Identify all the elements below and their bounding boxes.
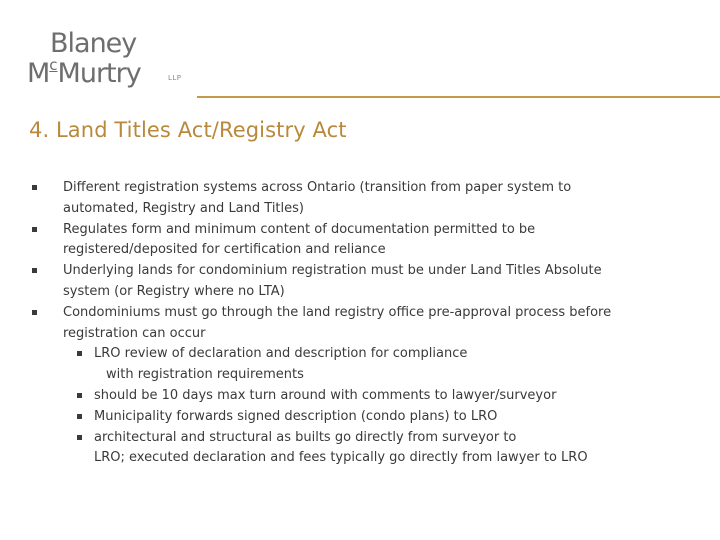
bullet-item <box>32 178 692 220</box>
slide-content <box>32 178 692 469</box>
bullet-text-line: Condominiums must go through the land registry office pre-approval process before <box>63 304 612 320</box>
logo-line-2 <box>27 56 141 89</box>
sub-bullet-item <box>32 344 692 386</box>
slide-title: 4. Land Titles Act/Registry Act <box>29 118 347 142</box>
square-bullet-icon <box>32 310 37 315</box>
sub-bullet-text-line: Municipality forwards signed description (condo plans) to LRO <box>94 408 498 424</box>
logo-murtry: Murtry <box>57 58 141 89</box>
sub-bullet-item <box>32 386 692 407</box>
square-bullet-icon <box>77 414 82 419</box>
square-bullet-icon <box>77 435 82 440</box>
bullet-item <box>32 220 692 262</box>
logo-sup-c: c <box>49 56 58 74</box>
logo-m: M <box>27 58 50 89</box>
square-bullet-icon <box>77 393 82 398</box>
blaney-mcmurtry-logo <box>27 28 207 88</box>
header-rule <box>197 96 720 98</box>
bullet-text-line: Regulates form and minimum content of documentation permitted to be <box>63 221 536 237</box>
bullet-text-line: system (or Registry where no LTA) <box>63 283 285 299</box>
bullet-text-line: registered/deposited for certification and reliance <box>63 242 386 258</box>
bullet-text-line: Underlying lands for condominium registration must be under Land Titles Absolute <box>63 263 602 279</box>
logo-line-1: Blaney <box>50 28 137 59</box>
square-bullet-icon <box>32 268 37 273</box>
bullet-text-line: registration can occur <box>63 325 206 341</box>
bullet-text-line: Different registration systems across Ontario (transition from paper system to <box>63 180 572 195</box>
sub-bullet-text-line: with registration requirements <box>106 367 304 383</box>
bullet-item <box>32 303 692 345</box>
square-bullet-icon <box>77 351 82 356</box>
logo-llp: LLP <box>168 74 182 82</box>
sub-bullet-text-line: LRO; executed declaration and fees typically go directly from lawyer to LRO <box>94 450 588 466</box>
sub-bullet-text-line: should be 10 days max turn around with comments to lawyer/surveyor <box>94 387 557 403</box>
bullet-item <box>32 261 692 303</box>
sub-bullet-item <box>32 428 692 470</box>
bullet-text-line: automated, Registry and Land Titles) <box>63 200 304 216</box>
sub-bullet-item <box>32 407 692 428</box>
sub-bullet-text-line: LRO review of declaration and description for compliance <box>94 346 468 362</box>
square-bullet-icon <box>32 185 37 190</box>
sub-bullet-text-line: architectural and structural as builts go directly from surveyor to <box>94 429 517 445</box>
square-bullet-icon <box>32 227 37 232</box>
